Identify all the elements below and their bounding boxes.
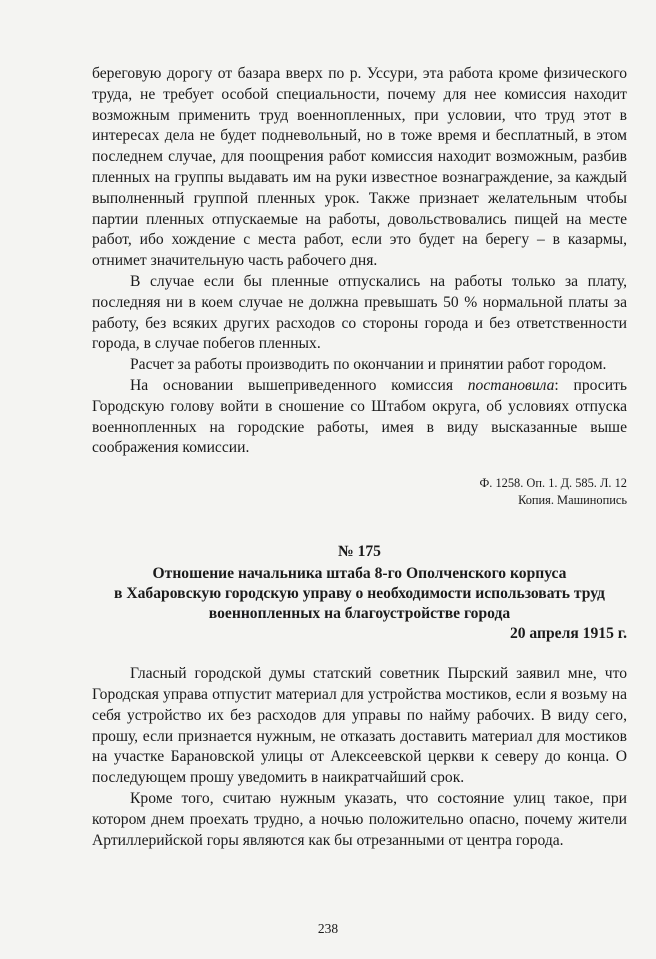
document-paragraph-2: Кроме того, считаю нужным указать, что состояние улиц такое, при котором днем проехать трудно, а ночью положительно опасно, почему жители Артиллерийской горы являются как бы отрезанными от центра города.: [92, 789, 627, 849]
archive-document-type: Копия. Машинопись: [518, 493, 627, 508]
document-title-line-2: в Хабаровскую городскую управу о необходимости использовать труд: [114, 585, 605, 603]
document-body: [92, 664, 627, 851]
page-number: 238: [317, 921, 339, 936]
body-paragraph-4: [92, 376, 627, 459]
archive-reference: Ф. 1258. Оп. 1. Д. 585. Л. 12: [479, 476, 627, 491]
document-date: 20 апреля 1915 г.: [509, 625, 627, 643]
emphasis-decided: постановила: [467, 376, 555, 394]
paragraph-4-text-start: На основании вышеприведенного комиссия: [130, 376, 468, 394]
body-paragraph-3: Расчет за работы производить по окончании и принятии работ городом.: [130, 356, 607, 374]
document-title-line-3: военнопленных на благоустройстве города: [208, 605, 511, 623]
paragraph-4-text-end: : просить Городскую голову войти в сношение со Штабом округа, об условиях отпуска военнопленных на городские работы, имея в виду высказанные выше соображения комиссии.: [92, 376, 627, 457]
document-page: [92, 64, 627, 851]
document-title: [92, 564, 627, 624]
document-title-line-1: Отношение начальника штаба 8-го Ополченского корпуса: [152, 565, 567, 583]
archive-citation: [92, 475, 627, 509]
body-paragraph-1: береговую дорогу от базара вверх по р. Уссури, эта работа кроме физического труда, не требует особой специальности, почему для нее комиссия находит возможным применить труд военнопленных, при условии, что труд этот в интересах дела не будет подневольный, но в тоже время и бесплатный, в этом последнем случае, для поощрения работ комиссия находит возможным, разбив пленных на группы выдавать им на руки известное вознаграждение, за каждый выполненный группой пленных урок. Также признает желательным чтобы партии пленных отпускаемые на работы, довольствовались пищей на месте работ, ибо хождение с места работ, если это будет на берегу – в казармы, отнимет значительную часть рабочего дня.: [92, 65, 627, 270]
document-number: № 175: [338, 543, 381, 561]
document-paragraph-1: Гласный городской думы статский советник Пырский заявил мне, что Городская управа отпустит материал для устройства мостиков, если я возьму на себя устройство их без расходов для управы по найму рабочих. В виду сего, прошу, если признается нужным, не отказать доставить материал для мостиков на участке Барановской улицы от Алексеевской церкви к северу до конца. О последующем прошу уведомить в наикратчайший срок.: [92, 665, 627, 787]
body-paragraph-2: В случае если бы пленные отпускались на работы только за плату, последняя ни в коем случае не должна превышать 50 % нормальной платы за работу, без всяких других расходов со стороны города и без ответственности города, в случае побегов пленных.: [92, 272, 627, 353]
